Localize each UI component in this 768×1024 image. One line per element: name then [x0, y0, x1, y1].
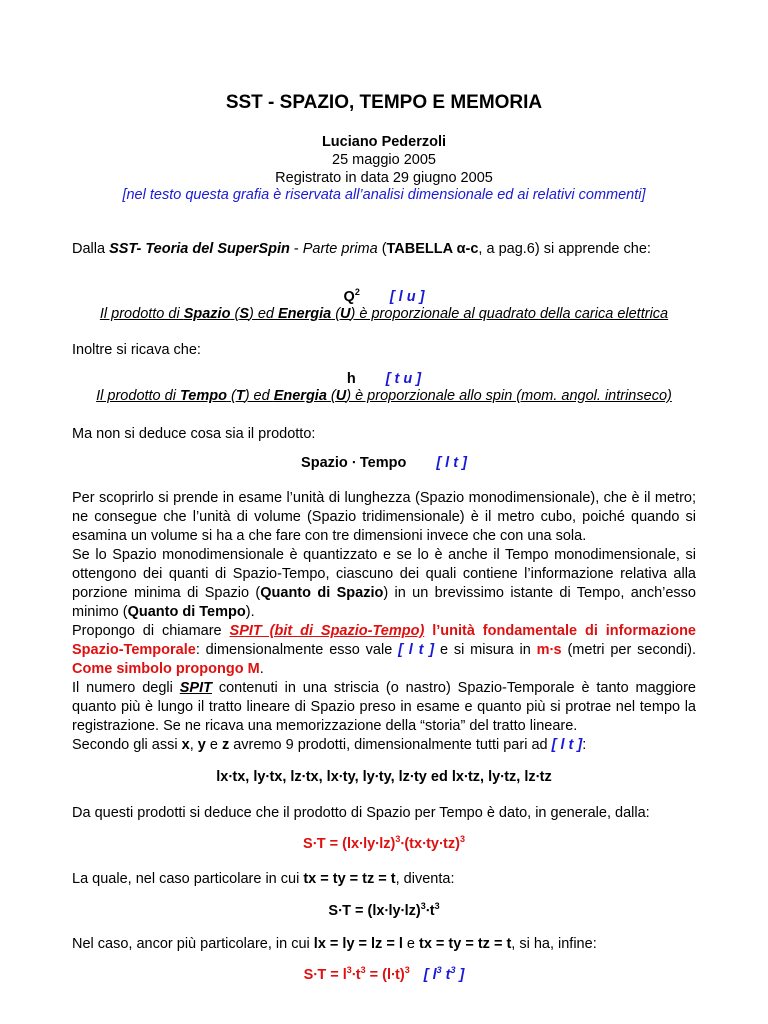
text: ) in un brevissimo istante di Tempo, anch’esso minimo (: [72, 585, 696, 620]
text: x: [181, 737, 190, 753]
text: y: [197, 737, 206, 753]
products-list: lx∙tx, ly∙tx, lz∙tx, lx∙ty, ly∙ty, lz∙ty ed lx∙tz, ly∙tz, lz∙tz: [216, 769, 552, 785]
text: SPIT: [179, 680, 212, 696]
exponent: 3: [434, 901, 440, 911]
exponent: 2: [354, 287, 360, 297]
exponent: 3: [450, 965, 456, 975]
paragraph-7: [72, 935, 696, 954]
statement-1: [0, 306, 768, 322]
text: Se lo Spazio monodimensionale è quantizzato e se lo è anche il Tempo monodimensionale, si ottengono dei quanti di Spazio-Tempo, ciascuno dei quali contiene l’informazione relativa alla porzione minima di Spazio (: [72, 547, 696, 601]
text: ∙t: [425, 903, 435, 919]
author: Luciano Pederzoli: [321, 134, 447, 150]
text: :: [582, 737, 587, 753]
dimension: [ l u ]: [389, 289, 425, 305]
text: Spazio: [301, 455, 348, 471]
text: Secondo gli assi: [72, 737, 182, 753]
text: avremo 9 prodotti, dimensionalmente tutti pari ad: [229, 737, 552, 753]
intro-paragraph: [72, 240, 696, 259]
notation-note: [nel testo questa grafia è riservata all’analisi dimensionale ed ai relativi commenti]: [122, 187, 646, 203]
text: ]: [455, 967, 465, 983]
text: Parte prima: [302, 241, 378, 257]
text: Per scoprirlo si prende in esame l’unità di lunghezza (Spazio monodimensionale), che è il metro; ne consegue che l’unità di volume (Spazio tridimensionale) è il metro cubo, poiché quando si esamina un volume si ha a che fare con tre dimensioni invece che con una sola.: [72, 490, 696, 544]
date: 25 maggio 2005: [332, 152, 436, 168]
document-title: SST - SPAZIO, TEMPO E MEMORIA: [225, 92, 543, 113]
formula-spazio-tempo: [0, 455, 768, 471]
dimension: [ l t ]: [551, 737, 583, 753]
exponent: 3: [395, 834, 401, 844]
text: U: [335, 388, 347, 404]
text: , diventa:: [395, 871, 455, 887]
text: ∙(tx∙ty∙tz): [400, 836, 460, 852]
formula-q2: [0, 287, 768, 305]
text: ) è proporzionale al quadrato della carica elettrica: [350, 306, 669, 322]
text: Spazio: [183, 306, 231, 322]
text: La quale, nel caso particolare in cui: [72, 871, 304, 887]
text: Tempo: [359, 455, 407, 471]
text: Nel caso, ancor più particolare, in cui: [72, 936, 314, 952]
dimension: [ l t ]: [398, 642, 435, 658]
exponent: 3: [346, 965, 352, 975]
text: = (l∙t): [365, 967, 405, 983]
text: : dimensionalmente esso vale: [195, 642, 399, 658]
exponent: 3: [459, 834, 465, 844]
text: ,: [189, 737, 198, 753]
text: Come simbolo propongo M: [72, 661, 260, 677]
text: S∙T = (lx∙ly∙lz): [328, 903, 421, 919]
text: Il numero degli: [72, 680, 180, 696]
text: ).: [245, 604, 255, 620]
exponent: 3: [404, 965, 410, 975]
paragraph-3: Ma non si deduce cosa sia il prodotto:: [72, 426, 316, 442]
statement-2: [0, 388, 768, 404]
text: e si misura in: [434, 642, 537, 658]
text: Energia: [278, 306, 332, 322]
text: ) ed: [248, 306, 278, 322]
text: TABELLA α-c: [386, 241, 479, 257]
text: SST- Teoria del SuperSpin: [109, 241, 290, 257]
text: ) è proporzionale allo spin (mom. angol. intrinseco): [346, 388, 672, 404]
main-paragraph: [72, 489, 696, 755]
text: lx = ly = lz = l: [313, 936, 403, 952]
paragraph-5: Da questi prodotti si deduce che il prodotto di Spazio per Tempo è dato, in generale, dalla:: [72, 805, 650, 821]
text: , a pag.6) si apprende che:: [478, 241, 651, 257]
text: m∙s: [536, 642, 562, 658]
text: Dalla: [72, 241, 110, 257]
formula-st-general: [0, 834, 768, 852]
text: (: [230, 306, 240, 322]
exponent: 3: [420, 901, 426, 911]
text: Energia: [273, 388, 327, 404]
text: h: [346, 371, 356, 387]
paragraph-2: Inoltre si ricava che:: [72, 342, 201, 358]
statement-1-text: [100, 306, 668, 322]
text: e: [402, 936, 419, 952]
text: S: [239, 306, 249, 322]
statement-2-text: [96, 388, 672, 404]
text: , si ha, infine:: [511, 936, 597, 952]
text: e: [205, 737, 222, 753]
text: .: [259, 661, 264, 677]
exponent: 3: [360, 965, 366, 975]
text: Quanto di Tempo: [127, 604, 246, 620]
text: (: [226, 388, 236, 404]
text: Quanto di Spazio: [260, 585, 384, 601]
text: contenuti in una striscia (o nastro) Spazio-Temporale è tanto maggiore quanto più è lungo il tratto lineare di Spazio preso in esame e quanto più si protrae nel tempo la registrazione. Se ne ricava una memorizzazione della “storia” del tratto lineare.: [72, 680, 696, 734]
text: (: [331, 306, 341, 322]
text: [ l: [423, 967, 437, 983]
text: t: [441, 967, 451, 983]
text: ∙t: [351, 967, 361, 983]
text: (: [377, 241, 387, 257]
text: S∙T = l: [303, 967, 347, 983]
text: l’unità fondamentale di informazione Spazio-Temporale: [72, 623, 696, 658]
formula-st-final: [0, 965, 768, 983]
text: z: [221, 737, 230, 753]
text: ∙: [351, 455, 356, 471]
text: -: [289, 241, 303, 257]
formula-st-particular: [0, 901, 768, 919]
text: Il prodotto di: [99, 306, 184, 322]
text: ) ed: [244, 388, 274, 404]
exponent: 3: [436, 965, 442, 975]
text: Tempo: [179, 388, 227, 404]
text: S∙T = (lx∙ly∙lz): [303, 836, 396, 852]
text: (metri per secondi).: [561, 642, 696, 658]
text: SPIT (bit di Spazio-Tempo): [229, 623, 425, 639]
text: Propongo di chiamare: [72, 623, 230, 639]
dimension: [ t u ]: [385, 371, 422, 387]
text: tx = ty = tz = t: [303, 871, 396, 887]
formula-h: [0, 371, 768, 387]
registration-date: Registrato in data 29 giugno 2005: [275, 170, 493, 186]
text: Q: [343, 289, 355, 305]
text: Il prodotto di: [96, 388, 180, 404]
paragraph-6: [72, 870, 696, 889]
text: U: [340, 306, 351, 322]
text: T: [235, 388, 245, 404]
text: tx = ty = tz = t: [419, 936, 512, 952]
dimension: [424, 967, 465, 983]
dimension: [ l t ]: [436, 455, 467, 471]
text: (: [326, 388, 336, 404]
